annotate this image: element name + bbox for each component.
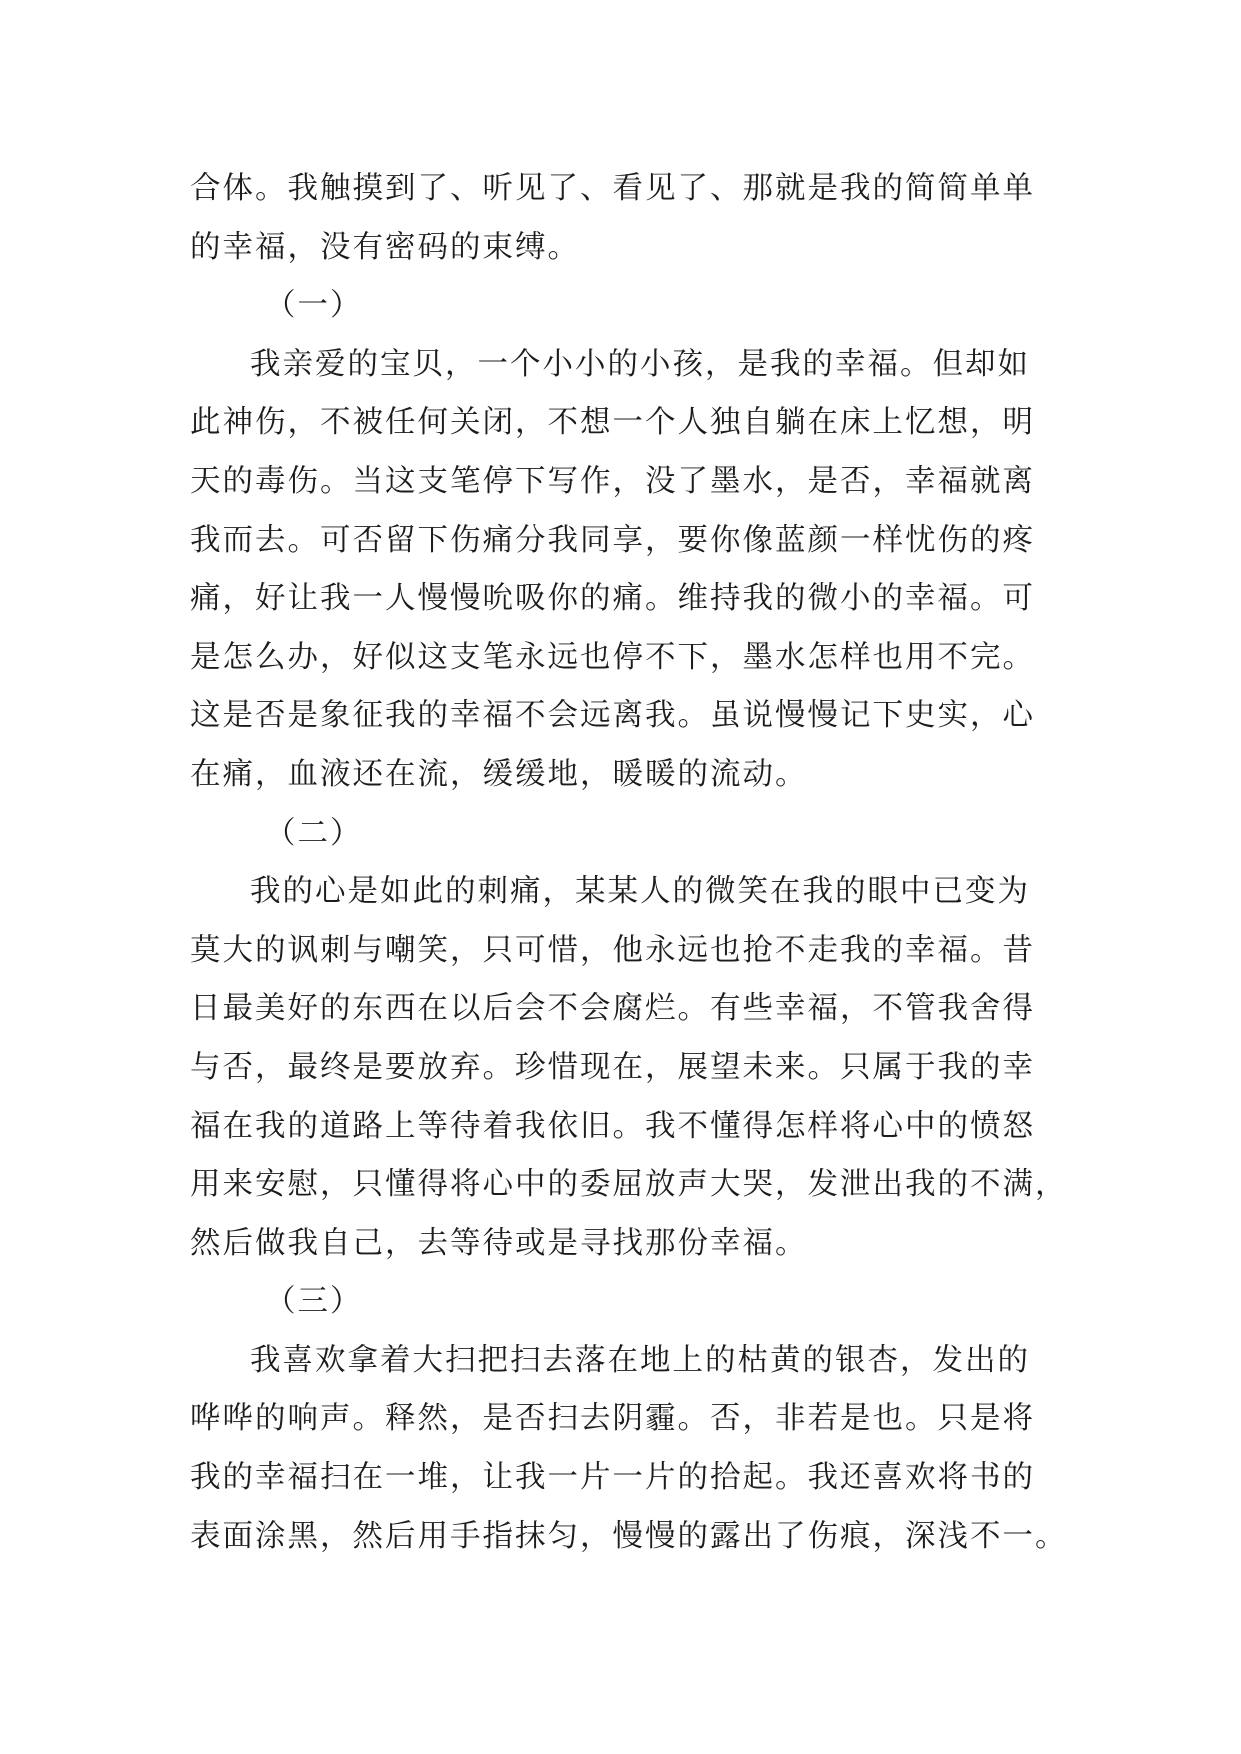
text-line: 合体。我触摸到了、听见了、看见了、那就是我的简简单单: [190, 171, 1035, 206]
text-line: 这是否是象征我的幸福不会远离我。虽说慢慢记下史实，心: [190, 698, 1035, 734]
text-line: 然后做我自己，去等待或是寻找那份幸福。: [190, 1225, 808, 1261]
section-heading-3: （三）: [265, 1284, 363, 1320]
text-line: 的幸福，没有密码的束缚。: [190, 229, 580, 265]
text-line: 与否，最终是要放弃。珍惜现在，展望未来。只属于我的幸: [190, 1049, 1035, 1085]
text-line: 莫大的讽刺与嘲笑，只可惜，他永远也抢不走我的幸福。昔: [190, 932, 1035, 968]
paragraph-start: 我喜欢拿着大扫把扫去落在地上的枯黄的银杏，发出的: [250, 1342, 1030, 1378]
text-line: 天的毒伤。当这支笔停下写作，没了墨水，是否，幸福就离: [190, 463, 1035, 499]
text-line: 是怎么办，好似这支笔永远也停不下，墨水怎样也用不完。: [190, 639, 1035, 675]
document-body: [190, 160, 1090, 1566]
text-line: 福在我的道路上等待着我依旧。我不懂得怎样将心中的愤怒: [190, 1108, 1035, 1144]
paragraph-start: 我的心是如此的刺痛，某某人的微笑在我的眼中已变为: [250, 874, 1030, 910]
text-line: 哗哗的响声。释然，是否扫去阴霾。否，非若是也。只是将: [190, 1401, 1035, 1437]
text-line: 我的幸福扫在一堆，让我一片一片的拾起。我还喜欢将书的: [190, 1460, 1035, 1496]
text-line: 表面涂黑，然后用手指抹匀，慢慢的露出了伤痕，深浅不一。: [190, 1518, 1068, 1554]
text-line: 在痛，血液还在流，缓缓地，暖暖的流动。: [190, 756, 808, 792]
text-line: 用来安慰，只懂得将心中的委屈放声大哭，发泄出我的不满，: [190, 1167, 1068, 1203]
text-line: 痛，好让我一人慢慢吮吸你的痛。维持我的微小的幸福。可: [190, 581, 1035, 617]
text-line: 此神伤，不被任何关闭，不想一个人独自躺在床上忆想，明: [190, 405, 1035, 441]
text-line: 我而去。可否留下伤痛分我同享，要你像蓝颜一样忧伤的疼: [190, 522, 1035, 558]
section-heading-2: （二）: [265, 815, 363, 851]
text-line: 日最美好的东西在以后会不会腐烂。有些幸福，不管我舍得: [190, 991, 1035, 1027]
section-heading-1: （一）: [265, 288, 363, 324]
paragraph-start: 我亲爱的宝贝，一个小小的小孩，是我的幸福。但却如: [250, 346, 1030, 382]
